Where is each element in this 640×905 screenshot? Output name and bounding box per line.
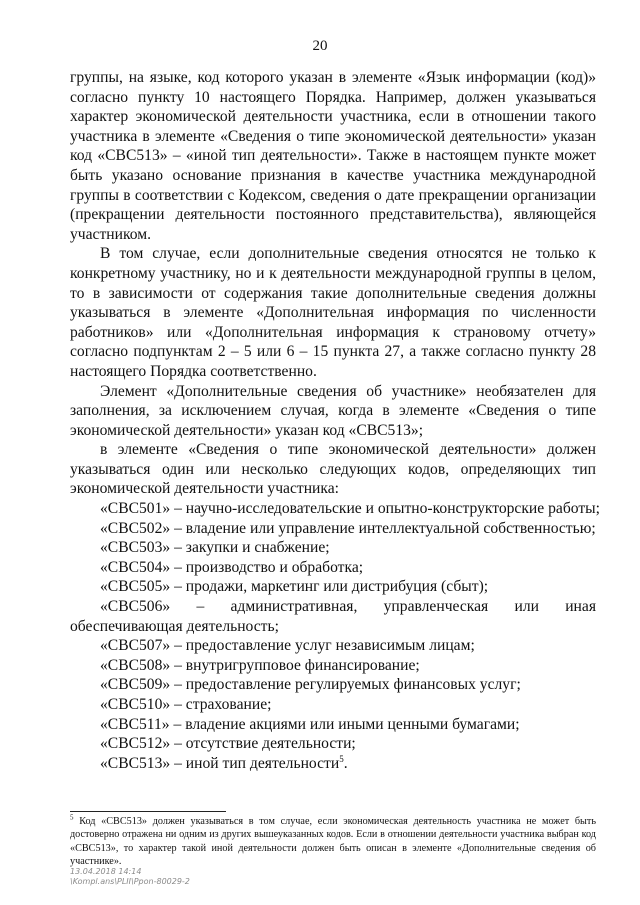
code-item-cbc513-text: «CBC513» – иной тип деятельности [100,754,340,772]
code-item-cbc503: «CBC503» – закупки и снабжение; [100,539,330,557]
code-item-cbc508: «CBC508» – внутригрупповое финансирование; [100,656,420,674]
body-text [70,68,600,773]
page-number: 20 [312,38,328,54]
paragraph-2: В том случае, если дополнительные сведения относятся не только к конкретному участнику, но и к деятельности международной группы в целом, то в зависимости от содержания такие дополнительные сведения должны указываться в элементе «Дополнительная информация по численности работников» или «Дополнительная информация к страновому отчету» согласно подпунктам 2 – 5 или 6 – 15 пункта 27, а также согласно пункту 28 настоящего Порядка соответственно. [70,245,596,380]
code-item-cbc513: «CBC513» – иной тип деятельности$^5$. [100,753,348,772]
file-path-stamp: \Kompl.ans\PLII\Ppon-80029-2 [70,877,190,886]
footnote-marker: 5 [70,813,74,822]
footnote [70,815,596,869]
paragraph-3: Элемент «Дополнительные сведения об участнике» необязателен для заполнения, за исключением случая, когда в элементе «Сведения о типе экономической деятельности» указан код «CBC513»; [70,382,596,439]
code-item-cbc507: «CBC507» – предоставление услуг независимым лицам; [100,637,475,655]
footnote-divider [70,811,226,812]
code-item-cbc505: «CBC505» – продажи, маркетинг или дистрибуция (сбыт); [100,578,489,596]
footnote-reference: 5 [339,753,344,764]
code-item-cbc502: «CBC502» – владение или управление интеллектуальной собственностью; [100,519,596,537]
code-item-cbc510: «CBC510» – страхование; [100,696,272,713]
code-item-cbc509: «CBC509» – предоставление регулируемых финансовых услуг; [100,676,521,694]
code-item-cbc504: «CBC504» – производство и обработка; [100,558,364,576]
code-item-cbc512: «CBC512» – отсутствие деятельности; [100,735,356,753]
code-item-cbc506: «CBC506» – административная, управленческая или иная обеспечивающая деятельность; [70,598,596,635]
footnote-text: Код «CBC513» должен указываться в том случае, если экономическая деятельность участника не может быть достоверно отражена ни одним из других вышеуказанных кодов. Если в отношении деятельности участника выбран код «CBC513», то характер такой иной деятельности должен быть описан в элементе «Дополнительные сведения об участнике». [70,816,596,868]
paragraph-4: в элементе «Сведения о типе экономической деятельности» должен указываться один или несколько следующих кодов, определяющих тип экономической деятельности участника: [70,441,596,498]
print-date-stamp: 13.04.2018 14:14 [70,867,142,876]
paragraph-1: группы, на языке, код которого указан в элементе «Язык информации (код)» согласно пункту 10 настоящего Порядка. Например, должен указываться характер экономической деятельности участника, если в отношении такого участника в элементе «Сведения о типе экономической деятельности» указан код «CBC513» – «иной тип деятельности». Также в настоящем пункте может быть указано основание признания в качестве участника международной группы в соответствии с Кодексом, сведения о дате прекращении организации (прекращении деятельности постоянного представительства), являющейся участником. [70,69,596,243]
code-item-cbc501: «CBC501» – научно-исследовательские и опытно-конструкторские работы; [100,500,600,518]
code-item-cbc511: «CBC511» – владение акциями или иными ценными бумагами; [100,715,520,733]
